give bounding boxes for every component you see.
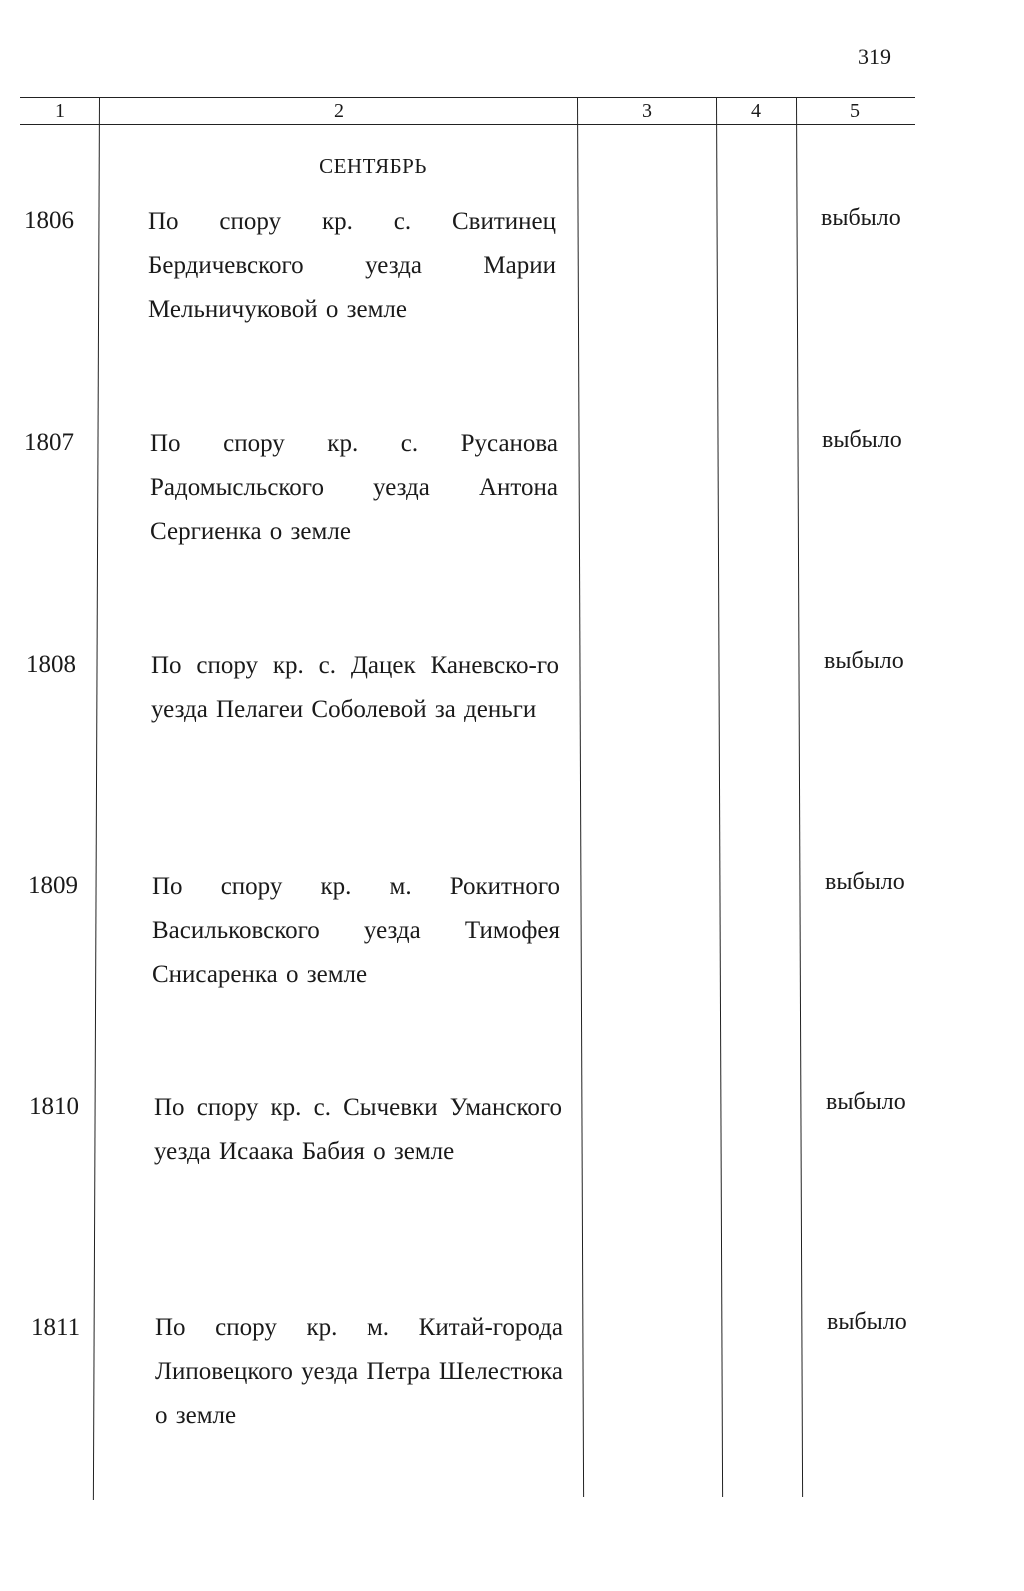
section-title: СЕНТЯБРЬ <box>319 154 427 178</box>
entry-description: По спору кр. с. Свитинец Бердичевского уезда Марии Мельничуковой о земле <box>148 208 556 323</box>
column-header-5: 5 <box>850 100 860 122</box>
entry-description: По спору кр. с. Русанова Радомысльского уезда Антона Сергиенка о земле <box>150 430 558 545</box>
table-top-rule <box>20 97 915 98</box>
page-number: 319 <box>858 44 891 69</box>
entry-status: выбыло <box>826 1089 906 1115</box>
column-divider-4-5 <box>796 97 803 1497</box>
entry-description: По спору кр. с. Дацек Каневско-го уезда Пелагеи Соболевой за деньги <box>151 652 559 723</box>
entry-number: 1810 <box>29 1093 79 1120</box>
column-header-1: 1 <box>55 100 65 122</box>
entry-description: По спору кр. м. Китай-города Липовецкого уезда Петра Шелестюка о земле <box>155 1314 563 1429</box>
entry-status: выбыло <box>822 427 902 453</box>
entry-description: По спору кр. с. Сычевки Уманского уезда Исаака Бабия о земле <box>154 1094 562 1165</box>
entry-description: По спору кр. м. Рокитного Васильковского уезда Тимофея Снисаренка о земле <box>152 873 560 988</box>
entry-status: выбыло <box>825 869 905 895</box>
column-divider-1-2 <box>93 97 100 1500</box>
column-header-4: 4 <box>751 100 761 122</box>
entry-status: выбыло <box>824 648 904 674</box>
entry-number: 1806 <box>24 207 74 234</box>
column-header-2: 2 <box>334 100 344 122</box>
entry-status: выбыло <box>821 205 901 231</box>
entry-number: 1807 <box>24 429 74 456</box>
entry-status: выбыло <box>827 1309 907 1335</box>
table-header-rule <box>20 124 915 125</box>
column-divider-3-4 <box>716 97 723 1497</box>
entry-number: 1811 <box>31 1314 81 1341</box>
entry-number: 1809 <box>28 872 78 899</box>
entry-number: 1808 <box>26 651 76 678</box>
column-divider-2-3 <box>577 97 584 1497</box>
column-header-3: 3 <box>642 100 652 122</box>
